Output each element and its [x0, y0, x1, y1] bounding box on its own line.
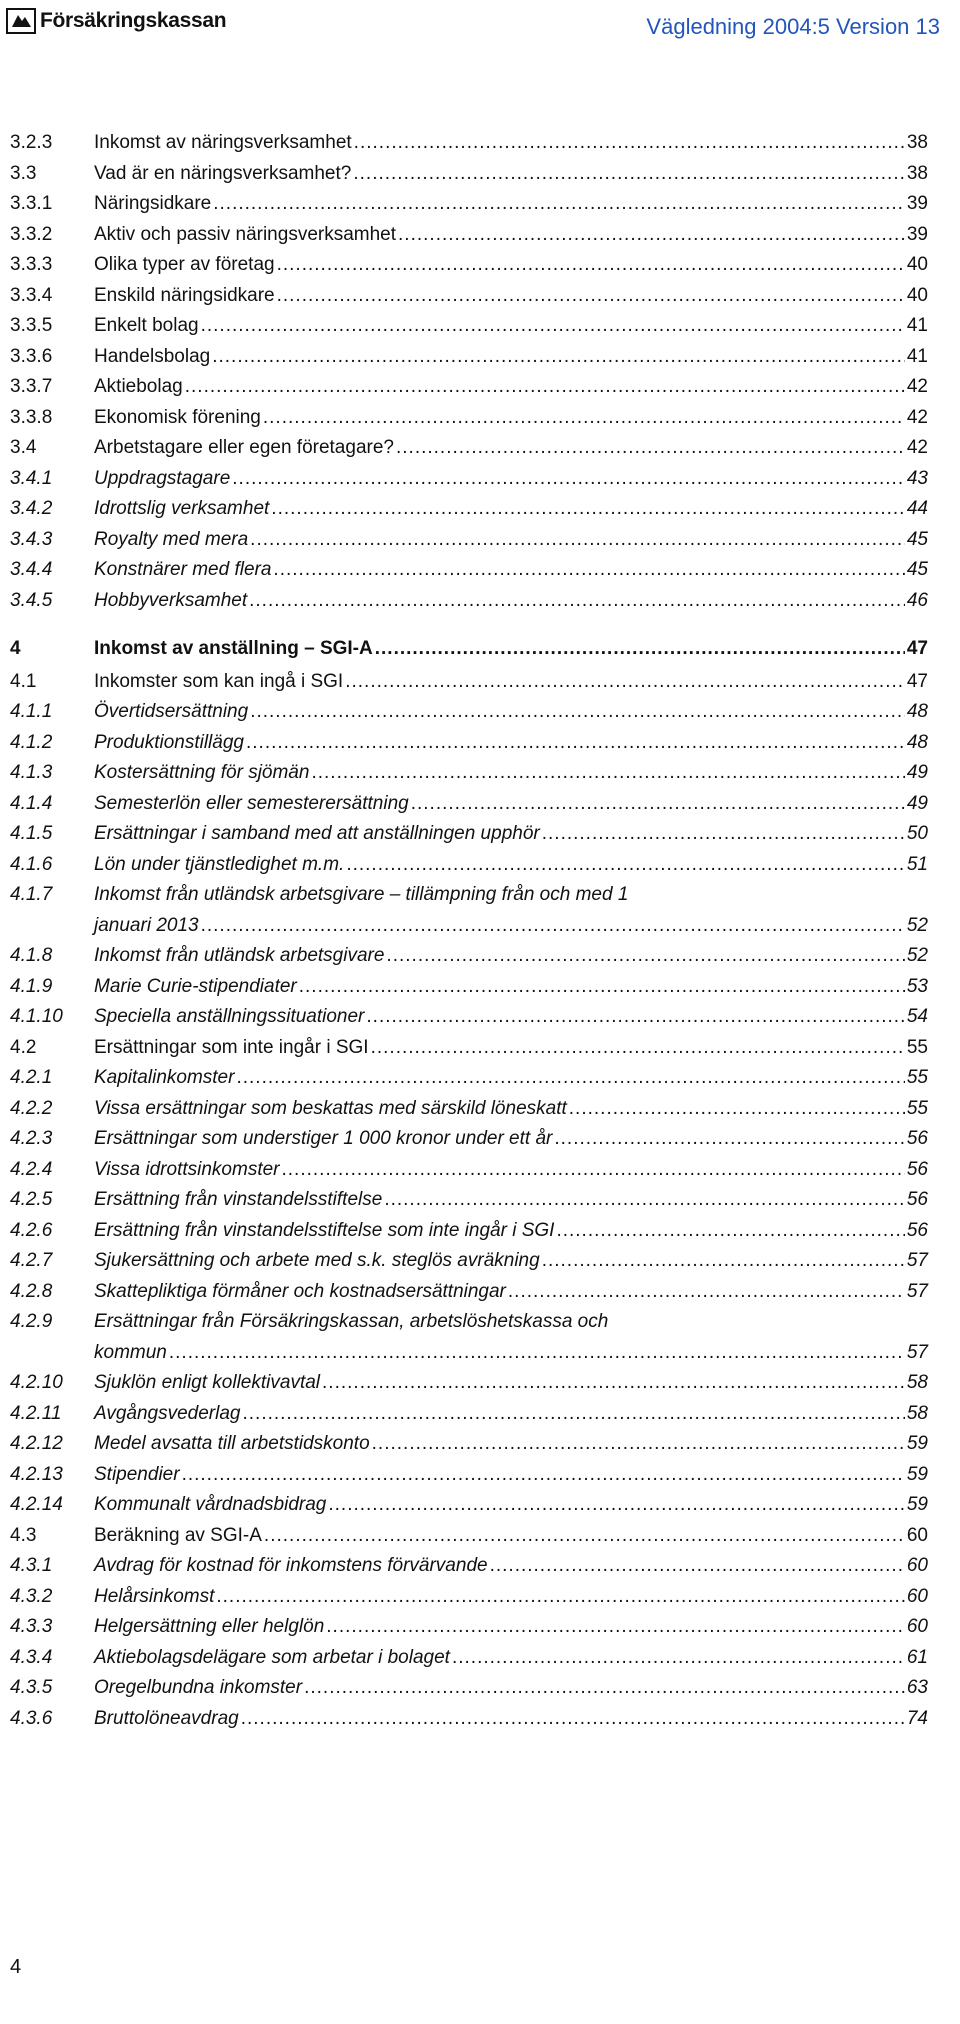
toc-leader-dots — [169, 1338, 905, 1369]
toc-entry-number: 4.3.3 — [10, 1616, 53, 1637]
toc-entry[interactable] — [10, 1216, 928, 1247]
toc-entry-number: 4.3.5 — [10, 1677, 53, 1698]
toc-entry-title: Beräkning av SGI-A — [94, 1524, 262, 1546]
toc-entry-page: 60 — [906, 1524, 928, 1546]
toc-entry-title: Aktiebolag — [94, 376, 183, 397]
toc-entry-number: 4.1.2 — [10, 731, 53, 753]
toc-entry-page: 52 — [906, 945, 928, 966]
toc-entry-title: Olika typer av företag — [94, 254, 275, 275]
toc-entry[interactable] — [10, 789, 928, 820]
toc-entry-number: 4.1.3 — [10, 762, 53, 783]
toc-entry-number: 4.2.12 — [10, 1433, 63, 1454]
toc-entry-page: 60 — [906, 1616, 928, 1637]
toc-entry-number: 4.1.5 — [10, 823, 53, 844]
toc-entry[interactable] — [10, 880, 928, 941]
toc-entry-number: 4.3.6 — [10, 1707, 53, 1729]
toc-leader-dots — [263, 403, 905, 434]
toc-entry-page: 42 — [906, 406, 928, 428]
toc-entry-page: 57 — [906, 1341, 928, 1363]
toc-leader-dots — [345, 667, 905, 698]
toc-entry-title-continued: kommun — [94, 1341, 167, 1363]
toc-entry-title: Helgersättning eller helglön — [94, 1616, 325, 1637]
logo — [6, 8, 226, 34]
toc-entry-title: Vissa idrottsinkomster — [94, 1158, 280, 1180]
toc-entry-title: Kapitalinkomster — [94, 1067, 235, 1088]
toc-leader-dots — [554, 1124, 905, 1155]
toc-entry[interactable] — [10, 1063, 928, 1094]
toc-entry-number: 4.1.6 — [10, 853, 53, 875]
toc-entry[interactable] — [10, 1704, 928, 1735]
toc-leader-dots — [353, 159, 905, 190]
toc-entry-title: Näringsidkare — [94, 193, 212, 214]
toc-entry-page: 56 — [906, 1219, 928, 1241]
toc-entry[interactable] — [10, 1643, 928, 1674]
toc-entry-number: 4.2.10 — [10, 1372, 63, 1393]
toc-entry-page: 49 — [906, 762, 928, 783]
toc-entry-number: 4.1.8 — [10, 945, 53, 966]
toc-entry-number: 4.2.13 — [10, 1463, 63, 1485]
toc-entry-title: Inkomst av anställning – SGI-A — [94, 638, 373, 659]
toc-leader-dots — [569, 1094, 905, 1125]
toc-entry[interactable] — [10, 819, 928, 850]
toc-entry-number: 4.2.14 — [10, 1494, 63, 1515]
toc-entry-title: Helårsinkomst — [94, 1585, 215, 1607]
toc-entry-page: 40 — [906, 254, 928, 275]
toc-entry-page: 60 — [906, 1555, 928, 1576]
toc-entry-page: 47 — [906, 670, 928, 692]
toc-entry[interactable] — [10, 758, 928, 789]
toc-entry-number: 3.3.7 — [10, 376, 53, 397]
toc-entry-number: 3.3.5 — [10, 315, 53, 336]
toc-entry-title: Inkomst av näringsverksamhet — [94, 132, 352, 153]
toc-entry-page: 57 — [906, 1250, 928, 1271]
toc-entry[interactable] — [10, 1246, 928, 1277]
toc-entry-number: 3.4.5 — [10, 589, 53, 611]
toc-leader-dots — [271, 494, 905, 525]
toc-entry-number: 3.3.2 — [10, 223, 53, 245]
toc-entry-title: Sjuklön enligt kollektivavtal — [94, 1372, 321, 1393]
toc-entry-page: 45 — [906, 559, 928, 580]
toc-entry-title: Ersättningar i samband med att anställningen upphör — [94, 823, 540, 844]
toc-entry[interactable] — [10, 464, 928, 495]
toc-entry-number: 3.4.2 — [10, 498, 53, 519]
toc-entry-title: Ersättning från vinstandelsstiftelse — [94, 1189, 383, 1210]
toc-entry-number: 3.4.1 — [10, 467, 53, 489]
toc-entry-page: 49 — [906, 792, 928, 814]
toc-entry-number: 4.1.9 — [10, 975, 53, 997]
toc-entry-title: Kostersättning för sjömän — [94, 762, 310, 783]
toc-entry-number: 3.3.4 — [10, 284, 53, 306]
logo-text: Försäkringskassan — [40, 9, 227, 32]
toc-entry[interactable] — [10, 433, 928, 464]
toc-entry-title: Inkomst från utländsk arbetsgivare – tillämpning från och med 1 — [94, 884, 629, 905]
toc-entry-page: 38 — [906, 132, 928, 153]
toc-entry-title: Ersättning från vinstandelsstiftelse som inte ingår i SGI — [94, 1219, 555, 1241]
toc-leader-dots — [299, 972, 905, 1003]
toc-entry[interactable] — [10, 1155, 928, 1186]
toc-leader-dots — [490, 1551, 905, 1582]
toc-entry-title: Medel avsatta till arbetstidskonto — [94, 1433, 370, 1454]
toc-entry-title: Avgångsvederlag — [94, 1402, 241, 1424]
toc-entry[interactable] — [10, 1002, 928, 1033]
toc-entry[interactable] — [10, 1124, 928, 1155]
toc-entry[interactable] — [10, 697, 928, 728]
toc-entry[interactable] — [10, 311, 928, 342]
toc-entry-number: 4.2.4 — [10, 1158, 53, 1180]
toc-entry-title: Aktiebolagsdelägare som arbetar i bolaget — [94, 1646, 450, 1668]
toc-leader-dots — [201, 311, 905, 342]
toc-entry-title: Lön under tjänstledighet m.m. — [94, 853, 345, 875]
toc-entry-page: 41 — [906, 345, 928, 367]
toc-entry-page: 58 — [906, 1372, 928, 1393]
toc-entry-number: 4.2.3 — [10, 1128, 53, 1149]
toc-entry-title: Marie Curie-stipendiater — [94, 975, 297, 997]
toc-leader-dots — [213, 189, 905, 220]
toc-entry-page: 57 — [906, 1280, 928, 1302]
toc-entry-page: 45 — [906, 528, 928, 550]
toc-entry-page: 74 — [906, 1707, 928, 1729]
toc-entry[interactable] — [10, 1094, 928, 1125]
toc-entry-page: 44 — [906, 498, 928, 519]
toc-entry-title: Sjukersättning och arbete med s.k. steglös avräkning — [94, 1250, 540, 1271]
toc-entry-number: 4.1.10 — [10, 1006, 63, 1027]
toc-entry-title: Inkomst från utländsk arbetsgivare — [94, 945, 385, 966]
toc-entry-number: 3.4 — [10, 437, 37, 458]
toc-leader-dots — [508, 1277, 905, 1308]
toc-entry-number: 3.3.6 — [10, 345, 53, 367]
toc-leader-dots — [396, 433, 905, 464]
toc-entry[interactable] — [10, 555, 928, 586]
toc-entry-number: 4.2.8 — [10, 1280, 53, 1302]
toc-entry-number: 4.2.2 — [10, 1097, 53, 1119]
toc-entry-number: 4.2.5 — [10, 1189, 53, 1210]
toc-entry-page: 55 — [906, 1067, 928, 1088]
toc-entry-page: 42 — [906, 376, 928, 397]
toc-entry[interactable] — [10, 189, 928, 220]
toc-entry[interactable] — [10, 634, 928, 665]
toc-leader-dots — [264, 1521, 905, 1552]
toc-leader-dots — [346, 850, 905, 881]
toc-entry-page: 48 — [906, 701, 928, 722]
toc-entry-number: 4.2.6 — [10, 1219, 53, 1241]
toc-entry-title: Kommunalt vårdnadsbidrag — [94, 1494, 327, 1515]
toc-entry[interactable] — [10, 1460, 928, 1491]
toc-leader-dots — [212, 342, 905, 373]
toc-entry-title: Royalty med mera — [94, 528, 249, 550]
toc-leader-dots — [282, 1155, 905, 1186]
toc-entry-title-continued: januari 2013 — [94, 914, 199, 936]
toc-entry-number: 4.3 — [10, 1524, 37, 1546]
toc-entry-page: 47 — [906, 638, 928, 659]
toc-entry-page: 59 — [906, 1494, 928, 1515]
toc-leader-dots — [249, 586, 905, 617]
toc-entry[interactable] — [10, 1582, 928, 1613]
toc-leader-dots — [372, 1429, 905, 1460]
toc-entry[interactable] — [10, 941, 928, 972]
toc-leader-dots — [326, 1612, 905, 1643]
toc-entry[interactable] — [10, 281, 928, 312]
toc-entry[interactable] — [10, 159, 928, 190]
toc-entry[interactable] — [10, 1399, 928, 1430]
toc-entry-title: Inkomster som kan ingå i SGI — [94, 670, 344, 692]
toc-leader-dots — [398, 220, 905, 251]
toc-entry[interactable] — [10, 1307, 928, 1368]
toc-entry-number: 4.1 — [10, 670, 37, 692]
toc-entry[interactable] — [10, 1368, 928, 1399]
toc-entry-title: Speciella anställningssituationer — [94, 1006, 365, 1027]
toc-entry-title: Avdrag för kostnad för inkomstens förvärvande — [94, 1555, 488, 1576]
toc-entry-number: 3.3.8 — [10, 406, 53, 428]
toc-entry[interactable] — [10, 667, 928, 698]
toc-entry-number: 4.1.7 — [10, 884, 53, 905]
toc-entry[interactable] — [10, 1490, 928, 1521]
toc-entry-page: 39 — [906, 193, 928, 214]
toc-entry-title: Skattepliktiga förmåner och kostnadsersättningar — [94, 1280, 506, 1302]
toc-entry-page: 40 — [906, 284, 928, 306]
toc-leader-dots — [542, 819, 905, 850]
toc-entry[interactable] — [10, 403, 928, 434]
toc-entry-page: 53 — [906, 975, 928, 997]
toc-entry-title: Vad är en näringsverksamhet? — [94, 162, 352, 184]
toc-entry[interactable] — [10, 1033, 928, 1064]
toc-entry-title: Bruttolöneavdrag — [94, 1707, 239, 1729]
toc-entry-page: 42 — [906, 437, 928, 458]
toc-leader-dots — [232, 464, 905, 495]
toc-entry-page: 58 — [906, 1402, 928, 1424]
toc-entry[interactable] — [10, 1429, 928, 1460]
toc-entry[interactable] — [10, 728, 928, 759]
toc-leader-dots — [328, 1490, 905, 1521]
toc-entry-title: Vissa ersättningar som beskattas med särskild löneskatt — [94, 1097, 567, 1119]
toc-entry[interactable] — [10, 850, 928, 881]
toc-leader-dots — [386, 941, 904, 972]
toc-entry-page: 60 — [906, 1585, 928, 1607]
page-header — [0, 0, 960, 54]
toc-entry[interactable] — [10, 372, 928, 403]
toc-entry-page: 51 — [906, 853, 928, 875]
toc-leader-dots — [366, 1002, 904, 1033]
toc-entry-title: Ersättningar från Försäkringskassan, arbetslöshetskassa och — [94, 1311, 609, 1332]
toc-entry-title: Aktiv och passiv näringsverksamhet — [94, 223, 397, 245]
toc-leader-dots — [241, 1704, 905, 1735]
toc-entry-page: 48 — [906, 731, 928, 753]
toc-entry-page: 55 — [906, 1097, 928, 1119]
table-of-contents — [10, 128, 928, 1734]
toc-leader-dots — [250, 697, 905, 728]
toc-entry[interactable] — [10, 1521, 928, 1552]
toc-entry-page: 43 — [906, 467, 928, 489]
toc-entry-title: Enkelt bolag — [94, 315, 199, 336]
toc-entry-number: 4.3.1 — [10, 1555, 53, 1576]
toc-entry-page: 41 — [906, 315, 928, 336]
toc-leader-dots — [182, 1460, 905, 1491]
toc-entry-number: 3.3 — [10, 162, 37, 184]
toc-entry-page: 50 — [906, 823, 928, 844]
toc-entry-number: 4.3.2 — [10, 1585, 53, 1607]
document-version: Vägledning 2004:5 Version 13 — [646, 14, 940, 39]
toc-entry-number: 4.3.4 — [10, 1646, 53, 1668]
toc-entry-number: 3.3.1 — [10, 193, 53, 214]
toc-leader-dots — [354, 128, 905, 159]
toc-entry-page: 52 — [906, 914, 928, 936]
toc-leader-dots — [542, 1246, 905, 1277]
toc-entry[interactable] — [10, 1185, 928, 1216]
toc-entry-number: 4.2.7 — [10, 1250, 53, 1271]
toc-entry[interactable] — [10, 250, 928, 281]
toc-leader-dots — [375, 634, 905, 665]
toc-entry-page: 38 — [906, 162, 928, 184]
toc-entry-number: 3.2.3 — [10, 132, 53, 153]
toc-leader-dots — [201, 911, 905, 942]
toc-leader-dots — [250, 525, 905, 556]
toc-entry-page: 46 — [906, 589, 928, 611]
toc-leader-dots — [556, 1216, 904, 1247]
toc-entry-page: 39 — [906, 223, 928, 245]
toc-leader-dots — [185, 372, 905, 403]
toc-entry[interactable] — [10, 972, 928, 1003]
toc-entry-page: 56 — [906, 1128, 928, 1149]
toc-entry[interactable] — [10, 220, 928, 251]
toc-entry-title: Ersättningar som understiger 1 000 kronor under ett år — [94, 1128, 553, 1149]
forsakringskassan-logo-icon — [6, 8, 36, 34]
toc-entry[interactable] — [10, 128, 928, 159]
toc-entry-number: 4.2.9 — [10, 1311, 53, 1332]
toc-leader-dots — [277, 250, 905, 281]
toc-entry-page: 56 — [906, 1158, 928, 1180]
toc-entry-page: 54 — [906, 1006, 928, 1027]
toc-entry-title: Hobbyverksamhet — [94, 589, 248, 611]
toc-entry-page: 61 — [906, 1646, 928, 1668]
toc-entry[interactable] — [10, 1612, 928, 1643]
toc-entry[interactable] — [10, 494, 928, 525]
toc-entry-title: Ekonomisk förening — [94, 406, 261, 428]
toc-entry-title: Handelsbolag — [94, 345, 211, 367]
toc-entry-title: Arbetstagare eller egen företagare? — [94, 437, 394, 458]
toc-entry-title: Enskild näringsidkare — [94, 284, 275, 306]
toc-leader-dots — [236, 1063, 904, 1094]
toc-entry-page: 55 — [906, 1036, 928, 1058]
toc-entry[interactable] — [10, 586, 928, 617]
toc-entry-title: Oregelbundna inkomster — [94, 1677, 303, 1698]
toc-leader-dots — [371, 1033, 905, 1064]
toc-entry-number: 4.1.4 — [10, 792, 53, 814]
toc-leader-dots — [242, 1399, 904, 1430]
toc-leader-dots — [216, 1582, 904, 1613]
toc-leader-dots — [304, 1673, 905, 1704]
toc-leader-dots — [311, 758, 904, 789]
toc-entry-number: 3.4.3 — [10, 528, 53, 550]
toc-leader-dots — [277, 281, 905, 312]
toc-entry[interactable] — [10, 1551, 928, 1582]
toc-entry[interactable] — [10, 342, 928, 373]
toc-entry-title: Produktionstillägg — [94, 731, 244, 753]
toc-leader-dots — [384, 1185, 905, 1216]
page-number: 4 — [10, 1956, 22, 1978]
toc-entry-title: Stipendier — [94, 1463, 180, 1485]
toc-entry-title: Övertidsersättning — [94, 701, 249, 722]
toc-entry-page: 63 — [906, 1677, 928, 1698]
toc-entry-title: Ersättningar som inte ingår i SGI — [94, 1036, 369, 1058]
toc-entry-number: 4.2.1 — [10, 1067, 53, 1088]
toc-entry-number: 4.2 — [10, 1036, 37, 1058]
toc-entry-page: 59 — [906, 1463, 928, 1485]
toc-entry-number: 4.1.1 — [10, 701, 53, 722]
toc-entry[interactable] — [10, 525, 928, 556]
toc-entry-number: 4 — [10, 638, 21, 659]
toc-entry-number: 4.2.11 — [10, 1402, 62, 1424]
toc-entry-title: Konstnärer med flera — [94, 559, 272, 580]
toc-entry-number: 3.3.3 — [10, 254, 53, 275]
toc-entry[interactable] — [10, 1277, 928, 1308]
toc-entry-title: Idrottslig verksamhet — [94, 498, 270, 519]
toc-entry-page: 59 — [906, 1433, 928, 1454]
toc-leader-dots — [452, 1643, 905, 1674]
toc-leader-dots — [246, 728, 905, 759]
toc-entry-page: 56 — [906, 1189, 928, 1210]
toc-entry[interactable] — [10, 1673, 928, 1704]
toc-leader-dots — [273, 555, 904, 586]
toc-entry-number: 3.4.4 — [10, 559, 53, 580]
toc-entry-title: Semesterlön eller semesterersättning — [94, 792, 409, 814]
toc-entry-title: Uppdragstagare — [94, 467, 231, 489]
toc-leader-dots — [322, 1368, 905, 1399]
toc-leader-dots — [411, 789, 905, 820]
